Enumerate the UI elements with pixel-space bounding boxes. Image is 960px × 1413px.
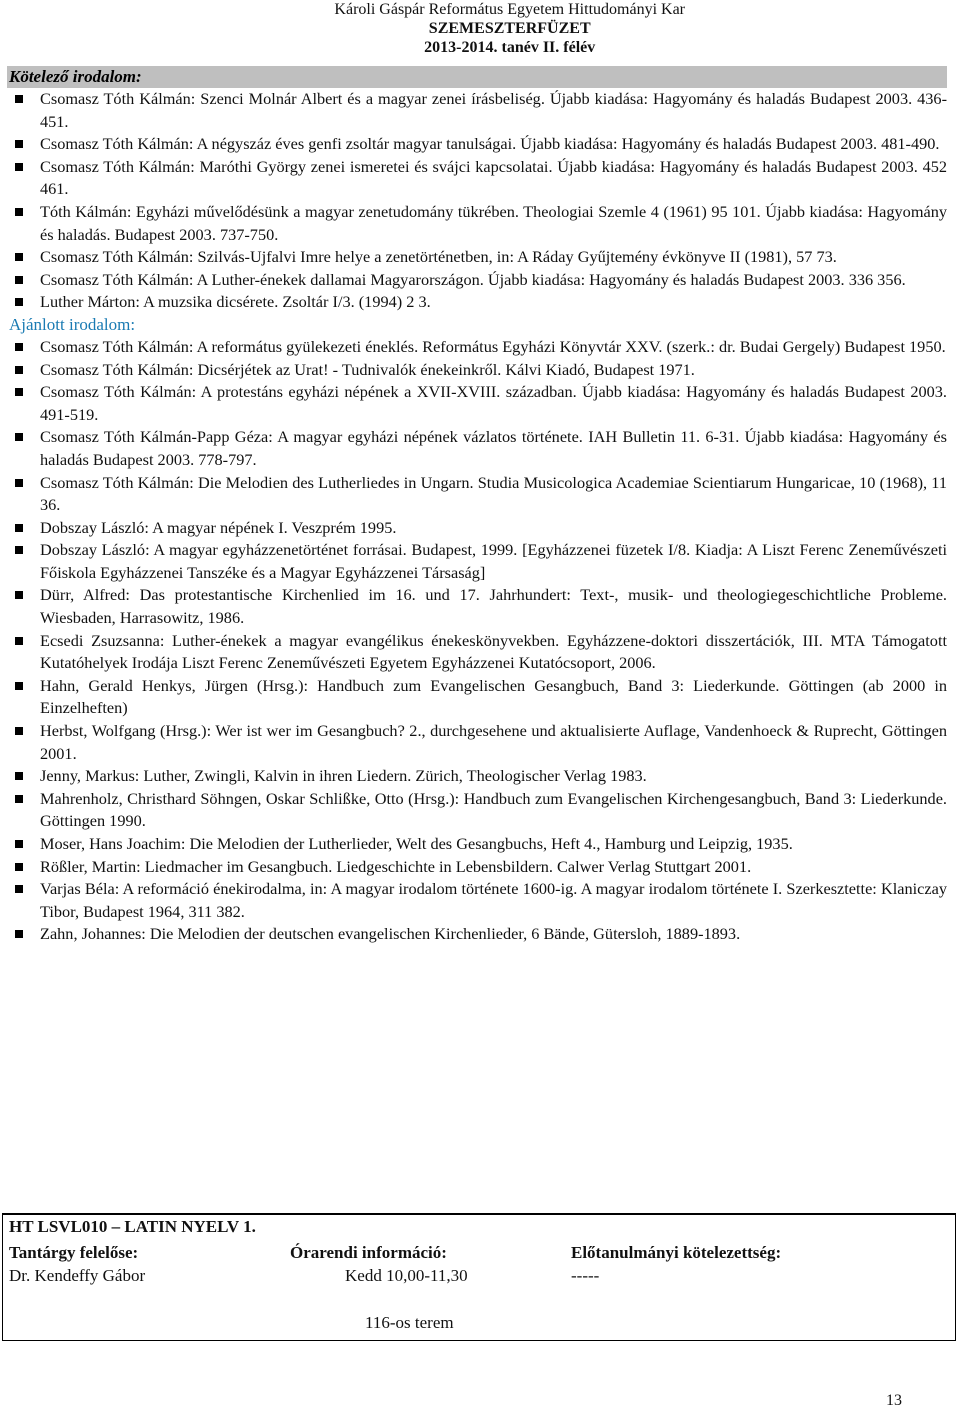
list-item: Jenny, Markus: Luther, Zwingli, Kalvin in ihren Liedern. Zürich, Theologischer Verlag 1983. xyxy=(7,765,947,788)
list-item: Herbst, Wolfgang (Hrsg.): Wer ist wer im Gesangbuch? 2., durchgesehene und aktualisierte Auflage, Vandenhoeck & Ruprecht, Göttingen 2001. xyxy=(7,720,947,765)
page-number: 13 xyxy=(886,1392,902,1409)
header-institution: Károli Gáspár Református Egyetem Hittudományi Kar xyxy=(334,1,685,18)
list-item: Dürr, Alfred: Das protestantische Kirchenlied im 16. und 17. Jahrhundert: Text-, musik- und theologiegeschichtliche Probleme. Wiesbaden, Harrasowitz, 1986. xyxy=(7,584,947,629)
list-item: Tóth Kálmán: Egyházi művelődésünk a magyar zenetudomány tükrében. Theologiai Szemle 4 (1961) 95 101. Újabb kiadása: Hagyomány és haladás. Budapest 2003. 737-750. xyxy=(7,201,947,246)
required-literature-list xyxy=(7,88,947,314)
literature-content xyxy=(7,66,947,946)
responsible-value: Dr. Kendeffy Gábor xyxy=(9,1266,146,1285)
list-item: Csomasz Tóth Kálmán: Szenci Molnár Albert és a magyar zenei írásbeliség. Újabb kiadása: Hagyomány és haladás Budapest 2003. 436-451. xyxy=(7,88,947,133)
recommended-literature-heading: Ajánlott irodalom: xyxy=(9,314,136,334)
list-item: Csomasz Tóth Kálmán: A Luther-énekek dallamai Magyarországon. Újabb kiadása: Hagyomány és haladás Budapest 2003. 336 356. xyxy=(7,269,947,292)
prerequisite-value: ----- xyxy=(571,1266,600,1285)
prerequisite-label: Előtanulmányi kötelezettség: xyxy=(571,1243,782,1262)
header-semester: 2013-2014. tanév II. félév xyxy=(424,39,596,56)
list-item: Mahrenholz, Christhard Söhngen, Oskar Schlißke, Otto (Hrsg.): Handbuch zum Evangelischen Kirchengesangbuch, Band 3: Liederkunde. Göttingen 1990. xyxy=(7,788,947,833)
list-item: Csomasz Tóth Kálmán: Die Melodien des Lutherliedes in Ungarn. Studia Musicologica Academiae Scientiarum Hungaricae, 10 (1968), 11 36. xyxy=(7,472,947,517)
list-item: Rößler, Martin: Liedmacher im Gesangbuch. Liedgeschichte in Lebensbildern. Calwer Verlag Stuttgart 2001. xyxy=(7,856,947,879)
list-item: Ecsedi Zsuzsanna: Luther-énekek a magyar evangélikus énekeskönyvekben. Egyházzene-doktori disszertációk, III. MTA Támogatott Kutatóhelyek Irodája Liszt Ferenc Zeneművészeti Egyetem Egyházzenei Kutatócsoport, 2006. xyxy=(7,630,947,675)
list-item: Csomasz Tóth Kálmán: A négyszáz éves genfi zsoltár magyar tanulságai. Újabb kiadása: Hagyomány és haladás Budapest 2003. 481-490. xyxy=(7,133,947,156)
header-title: SZEMESZTERFÜZET xyxy=(428,20,591,37)
list-item: Csomasz Tóth Kálmán: Maróthi György zenei ismeretei és svájci kapcsolatai. Újabb kiadása: Hagyomány és haladás Budapest 2003. 452 461. xyxy=(7,156,947,201)
list-item: Dobszay László: A magyar egyházzenetörténet forrásai. Budapest, 1999. [Egyházzenei füzetek I/8. Kiadja: A Liszt Ferenc Zeneművészeti Főiskola Egyházzenei Tanszéke és a Magyar Egyházzenei Társaság] xyxy=(7,539,947,584)
course-code: HT LSVL010 – LATIN NYELV 1. xyxy=(9,1217,256,1236)
list-item: Csomasz Tóth Kálmán: Szilvás-Ujfalvi Imre helye a zenetörténetben, in: A Ráday Gyűjtemény évkönyve II (1981), 57 73. xyxy=(7,246,947,269)
responsible-column xyxy=(9,1241,145,1287)
list-item: Csomasz Tóth Kálmán: A protestáns egyházi népének a XVII-XVIII. században. Újabb kiadása: Hagyomány és haladás Budapest 2003. 491-519. xyxy=(7,381,947,426)
list-item: Csomasz Tóth Kálmán-Papp Géza: A magyar egyházi népének vázlatos története. IAH Bulletin 11. 6-31. Újabb kiadása: Hagyomány és haladás Budapest 2003. 778-797. xyxy=(7,426,947,471)
prerequisite-column xyxy=(571,1241,781,1287)
schedule-room: 116-os terem xyxy=(365,1313,454,1332)
responsible-label: Tantárgy felelőse: xyxy=(9,1243,139,1262)
required-literature-heading: Kötelező irodalom: xyxy=(7,66,947,88)
list-item: Hahn, Gerald Henkys, Jürgen (Hrsg.): Handbuch zum Evangelischen Gesangbuch, Band 3: Liederkunde. Göttingen (ab 2000 in Einzelheften) xyxy=(7,675,947,720)
list-item: Dobszay László: A magyar népének I. Veszprém 1995. xyxy=(7,517,947,540)
schedule-label: Órarendi információ: xyxy=(290,1243,447,1262)
course-info-box xyxy=(2,1213,956,1341)
list-item: Csomasz Tóth Kálmán: A református gyülekezeti éneklés. Református Egyházi Könyvtár XXV. (szerk.: dr. Budai Gergely) Budapest 1950. xyxy=(7,336,947,359)
schedule-column xyxy=(290,1241,468,1334)
schedule-time: Kedd 10,00-11,30 xyxy=(345,1266,468,1285)
list-item: Luther Márton: A muzsika dicsérete. Zsoltár I/3. (1994) 2 3. xyxy=(7,291,947,314)
list-item: Varjas Béla: A reformáció énekirodalma, in: A magyar irodalom története 1600-ig. A magyar irodalom története I. Szerkesztette: Klaniczay Tibor, Budapest 1964, 311 382. xyxy=(7,878,947,923)
page-header xyxy=(334,0,685,57)
list-item: Csomasz Tóth Kálmán: Dicsérjétek az Urat! - Tudnivalók énekeinkről. Kálvi Kiadó, Budapest 1971. xyxy=(7,359,947,382)
recommended-literature-list xyxy=(7,336,947,946)
list-item: Zahn, Johannes: Die Melodien der deutschen evangelischen Kirchenlieder, 6 Bände, Gütersloh, 1889-1893. xyxy=(7,923,947,946)
list-item: Moser, Hans Joachim: Die Melodien der Lutherlieder, Welt des Gesangbuchs, Heft 4., Hamburg und Leipzig, 1935. xyxy=(7,833,947,856)
